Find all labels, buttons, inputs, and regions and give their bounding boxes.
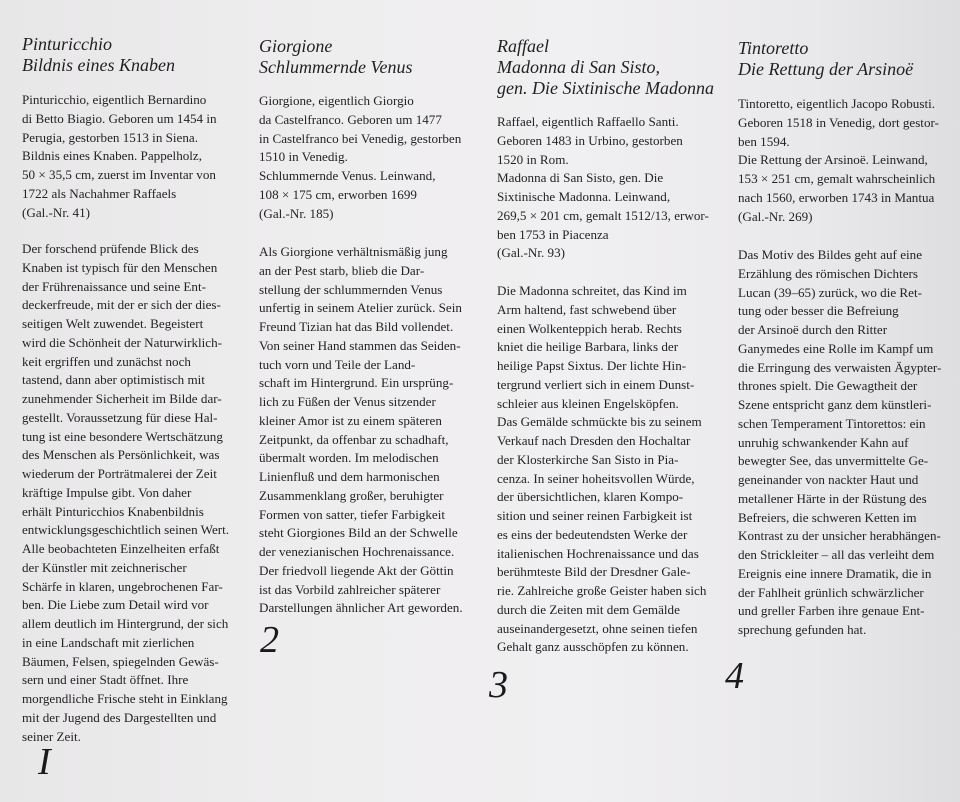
- details-line: nach 1560, erworben 1743 in Mantua: [738, 189, 935, 205]
- text-line: Erzählung des römischen Dichters: [738, 265, 918, 281]
- text-line: bewegter See, das unvermittelte Ge-: [738, 453, 929, 469]
- text-line: Ganymedes eine Rolle im Kampf um: [738, 340, 934, 356]
- text-line: italienischen Hochrenaissance und das: [497, 545, 699, 561]
- text-line: wird die Schönheit der Naturwirklich-: [22, 334, 222, 350]
- text-line: übermalt worden. Im melodischen: [259, 450, 439, 466]
- text-line: den Strickleiter – all das verleiht dem: [738, 547, 935, 562]
- text-line: seiner Zeit.: [22, 728, 81, 744]
- plate-number: 2: [260, 619, 279, 661]
- entry-description: [259, 243, 481, 618]
- text-line: thrones spielt. Die Gewagtheit der: [738, 378, 918, 394]
- painting-title: Schlummernde Venus: [259, 57, 413, 77]
- text-line: Ereignis eine innere Dramatik, die in: [738, 565, 932, 581]
- text-line: Arm haltend, fast schwebend über: [497, 301, 677, 317]
- text-line: unfertig in seinem Atelier zurück. Sein: [259, 300, 462, 316]
- text-line: kniet die heilige Barbara, links der: [497, 339, 679, 355]
- details-line: (Gal.-Nr. 269): [738, 208, 813, 224]
- text-line: Bäumen, Felsen, spiegelnden Gewäs-: [22, 653, 219, 669]
- details-line: (Gal.-Nr. 93): [497, 245, 565, 261]
- text-line: Als Giorgione verhältnismäßig jung: [259, 244, 448, 259]
- details-line: di Betto Biagio. Geboren um 1454 in: [22, 110, 217, 126]
- text-line: seitigen Welt zuwendet. Begeistert: [22, 316, 204, 331]
- text-line: deckerfreude, mit der er sich der dies-: [22, 297, 221, 313]
- text-line: sition und seiner reinen Farbigkeit ist: [497, 508, 693, 523]
- details-line: Raffael, eigentlich Raffaello Santi.: [497, 114, 679, 129]
- text-line: des Menschen als Persönlichkeit, was: [22, 447, 220, 463]
- text-line: sprechung gefunden hat.: [738, 622, 867, 637]
- details-line: (Gal.-Nr. 41): [22, 204, 90, 220]
- details-line: Bildnis eines Knaben. Pappelholz,: [22, 148, 203, 164]
- details-line: Giorgione, eigentlich Giorgio: [259, 93, 414, 108]
- text-line: kräftige Impulse gibt. Von daher: [22, 484, 192, 500]
- text-line: es eins der bedeutendsten Werke der: [497, 526, 688, 542]
- text-line: Die Madonna schreitet, das Kind im: [497, 283, 687, 298]
- text-line: morgendliche Frische steht in Einklang: [22, 691, 228, 706]
- plate-number: 3: [489, 664, 508, 706]
- details-line: Madonna di San Sisto, gen. Die: [497, 170, 664, 186]
- details-line: 108 × 175 cm, erworben 1699: [259, 186, 417, 202]
- details-line: in Castelfranco bei Venedig, gestorben: [259, 130, 462, 146]
- text-line: unruhig schwankender Kahn auf: [738, 434, 909, 450]
- details-line: 269,5 × 201 cm, gemalt 1512/13, erwor-: [497, 207, 709, 223]
- text-line: der Frührenaissance und seine Ent-: [22, 278, 206, 294]
- entry-description: [497, 282, 721, 657]
- text-line: schen Temperament Tintorettos: ein: [738, 415, 926, 431]
- details-line: 1520 in Rom.: [497, 151, 569, 167]
- text-line: Der forschend prüfende Blick des: [22, 241, 199, 256]
- text-line: stellung der schlummernden Venus: [259, 281, 443, 297]
- text-line: kleiner Amor ist zu einem späteren: [259, 412, 442, 428]
- text-line: Lucan (39–65) zurück, wo die Ret-: [738, 284, 922, 300]
- text-line: lich zu Füßen der Venus sitzender: [259, 394, 436, 409]
- text-line: cenza. In seiner hoheitsvollen Würde,: [497, 470, 695, 486]
- text-line: Freund Tizian hat das Bild vollendet.: [259, 319, 454, 334]
- text-line: und greller Farben ihre genaue Ent-: [738, 603, 925, 619]
- text-line: schaft im Hintergrund. Ein ursprüng-: [259, 375, 454, 391]
- text-line: Alle beobachteten Einzelheiten erfaßt: [22, 541, 220, 556]
- text-line: Der friedvoll liegende Akt der Göttin: [259, 562, 454, 578]
- details-line: da Castelfranco. Geboren um 1477: [259, 111, 442, 127]
- text-line: auseinandergesetzt, ohne seinen tiefen: [497, 620, 698, 636]
- text-line: wiederum der Porträtmalerei der Zeit: [22, 466, 217, 481]
- text-line: erhält Pinturicchios Knabenbildnis: [22, 503, 204, 519]
- text-line: Zeitpunkt, da offenbar zu schadhaft,: [259, 431, 449, 447]
- text-line: Das Gemälde schmückte bis zu seinem: [497, 414, 702, 430]
- details-line: Pinturicchio, eigentlich Bernardino: [22, 92, 207, 107]
- text-line: Gehalt ganz ausschöpfen zu können.: [497, 639, 689, 655]
- text-line: durch die Zeiten mit dem Gemälde: [497, 601, 680, 617]
- text-line: der Fahlheit grünlich schwärzlicher: [738, 584, 924, 600]
- painting-title-alt: gen. Die Sixtinische Madonna: [497, 78, 714, 98]
- text-line: der Klosterkirche San Sisto in Pia-: [497, 451, 679, 467]
- details-line: 1722 als Nachahmer Raffaels: [22, 185, 177, 201]
- details-line: Die Rettung der Arsinoë. Leinwand,: [738, 152, 928, 168]
- artist-name: Giorgione: [259, 36, 333, 56]
- text-line: Linienfluß und dem harmonischen: [259, 469, 440, 484]
- text-line: der übersichtlichen, klaren Kompo-: [497, 489, 684, 505]
- text-line: ben. Die Liebe zum Detail wird vor: [22, 597, 209, 613]
- artist-name: Pinturicchio: [22, 34, 112, 54]
- text-line: mit der Jugend des Dargestellten und: [22, 709, 217, 725]
- text-line: berühmteste Bild der Dresdner Gale-: [497, 564, 691, 580]
- text-line: tuch vorn und Teile der Land-: [259, 356, 416, 372]
- entry-details: [22, 91, 250, 222]
- text-line: keit ergriffen und zunächst noch: [22, 353, 191, 369]
- text-line: der Arsinoë durch den Ritter: [738, 322, 888, 337]
- text-line: Von seiner Hand stammen das Seiden-: [259, 337, 461, 353]
- details-line: Geboren 1518 in Venedig, dort gestor-: [738, 114, 939, 130]
- text-line: tung oder besser die Befreiung: [738, 303, 899, 319]
- details-line: 50 × 35,5 cm, zuerst im Inventar von: [22, 167, 216, 182]
- text-line: metallener Härte in der Rüstung des: [738, 490, 927, 506]
- text-line: einen Wolkenteppich herab. Rechts: [497, 320, 682, 336]
- text-line: die Erringung des verwaisten Ägypter-: [738, 359, 942, 375]
- text-line: steht Giorgiones Bild an der Schwelle: [259, 525, 458, 541]
- text-line: der Künstler mit zeichnerischer: [22, 559, 187, 575]
- text-line: rie. Zahlreiche große Geister haben sich: [497, 583, 707, 598]
- text-line: sern und einer Stadt öffnet. Ihre: [22, 672, 189, 688]
- text-line: tergrund verliert sich in einem Dunst-: [497, 376, 695, 392]
- details-line: ben 1753 in Piacenza: [497, 226, 609, 242]
- text-line: Formen von satter, tiefer Farbigkeit: [259, 506, 446, 522]
- entry-description: [738, 246, 950, 640]
- text-line: in eine Landschaft mit zierlichen: [22, 634, 195, 650]
- text-line: Darstellungen ähnlicher Art geworden.: [259, 600, 463, 616]
- details-line: Sixtinische Madonna. Leinwand,: [497, 189, 671, 204]
- text-line: heilige Papst Sixtus. Der lichte Hin-: [497, 358, 687, 373]
- artist-name: Raffael: [497, 36, 549, 56]
- details-line: (Gal.-Nr. 185): [259, 205, 334, 221]
- details-line: Schlummernde Venus. Leinwand,: [259, 168, 436, 183]
- text-line: allem deutlich im Hintergrund, der sich: [22, 616, 229, 631]
- text-line: Verkauf nach Dresden den Hochaltar: [497, 433, 691, 448]
- text-line: der venezianischen Hochrenaissance.: [259, 544, 455, 559]
- text-line: Das Motiv des Bildes geht auf eine: [738, 247, 923, 262]
- text-line: tastend, dann aber optimistisch mit: [22, 372, 205, 388]
- details-line: Tintoretto, eigentlich Jacopo Robusti.: [738, 96, 936, 111]
- text-line: Zusammenklang großer, beruhigter: [259, 487, 444, 503]
- entry-details: [497, 113, 721, 263]
- plate-number: I: [38, 741, 51, 783]
- entry-heading: [738, 38, 950, 80]
- entry-details: [738, 95, 950, 226]
- text-line: gestellt. Voraussetzung für diese Hal-: [22, 409, 218, 425]
- text-line: Szene entspricht ganz dem künstleri-: [738, 397, 932, 412]
- text-line: Knaben ist typisch für den Menschen: [22, 259, 218, 275]
- text-line: ist das Vorbild zahlreicher späterer: [259, 581, 441, 597]
- details-line: Perugia, gestorben 1513 in Siena.: [22, 129, 199, 145]
- details-line: 153 × 251 cm, gemalt wahrscheinlich: [738, 171, 936, 186]
- entry-heading: [497, 36, 721, 99]
- text-line: an der Pest starb, blieb die Dar-: [259, 262, 425, 278]
- text-line: zunehmender Sicherheit im Bilde dar-: [22, 391, 222, 406]
- text-line: entwicklungsgeschichtlich seinen Wert.: [22, 522, 230, 538]
- text-line: tung ist eine besondere Wertschätzung: [22, 428, 223, 444]
- details-line: 1510 in Venedig.: [259, 149, 348, 165]
- text-line: schleier aus kleinen Engelsköpfen.: [497, 395, 679, 411]
- text-line: Befreiers, die schweren Ketten im: [738, 509, 917, 525]
- plate-number: 4: [725, 655, 744, 697]
- entry-heading: [22, 34, 250, 76]
- entry-details: [259, 92, 481, 223]
- text-line: Schärfe in klaren, ungebrochenen Far-: [22, 578, 223, 594]
- details-line: Geboren 1483 in Urbino, gestorben: [497, 132, 683, 148]
- painting-title: Madonna di San Sisto,: [497, 57, 661, 77]
- text-line: Kontrast zu der unsicher herabhängen-: [738, 528, 941, 544]
- text-line: geneinander von nackter Haut und: [738, 472, 919, 487]
- entry-heading: [259, 36, 481, 78]
- entry-description: [22, 240, 250, 746]
- painting-title: Bildnis eines Knaben: [22, 55, 175, 75]
- details-line: ben 1594.: [738, 133, 790, 149]
- artist-name: Tintoretto: [738, 38, 809, 58]
- painting-title: Die Rettung der Arsinoë: [738, 59, 914, 79]
